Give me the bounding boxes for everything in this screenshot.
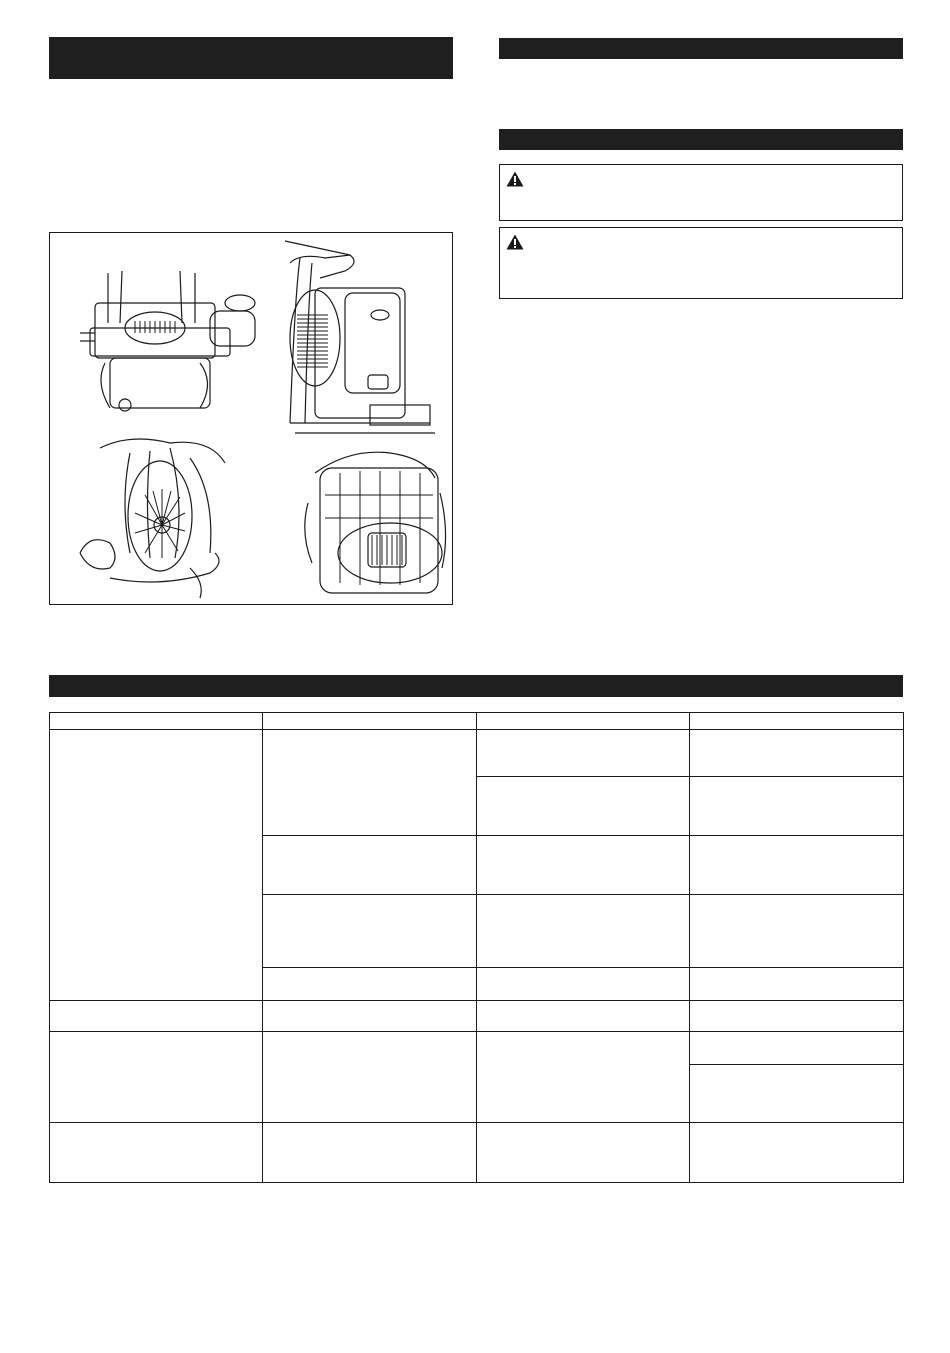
table-header-cell [689,712,903,730]
section-heading-bar-troubleshooting [49,675,903,697]
engine-illustration-figure [49,232,453,605]
warning-triangle-icon [506,234,524,250]
section-heading-bar-right-1 [499,38,903,59]
warning-box-1 [499,164,903,221]
section-heading-bar-right-2 [499,129,903,150]
warning-triangle-icon [506,171,524,187]
right-body-text [499,66,903,116]
table-header-cell [262,712,476,730]
engine-front-intake-illustration [80,271,255,411]
engine-side-cooling-fins-illustration [285,241,435,433]
troubleshooting-table [49,712,904,1183]
section-heading-bar-left [49,37,453,79]
table-header-cell [476,712,689,730]
warning-box-2 [499,227,903,299]
table-header-cell [49,712,262,730]
blower-fan-housing-illustration [80,439,225,598]
air-filter-cage-illustration [305,452,446,593]
left-body-text [49,92,453,222]
